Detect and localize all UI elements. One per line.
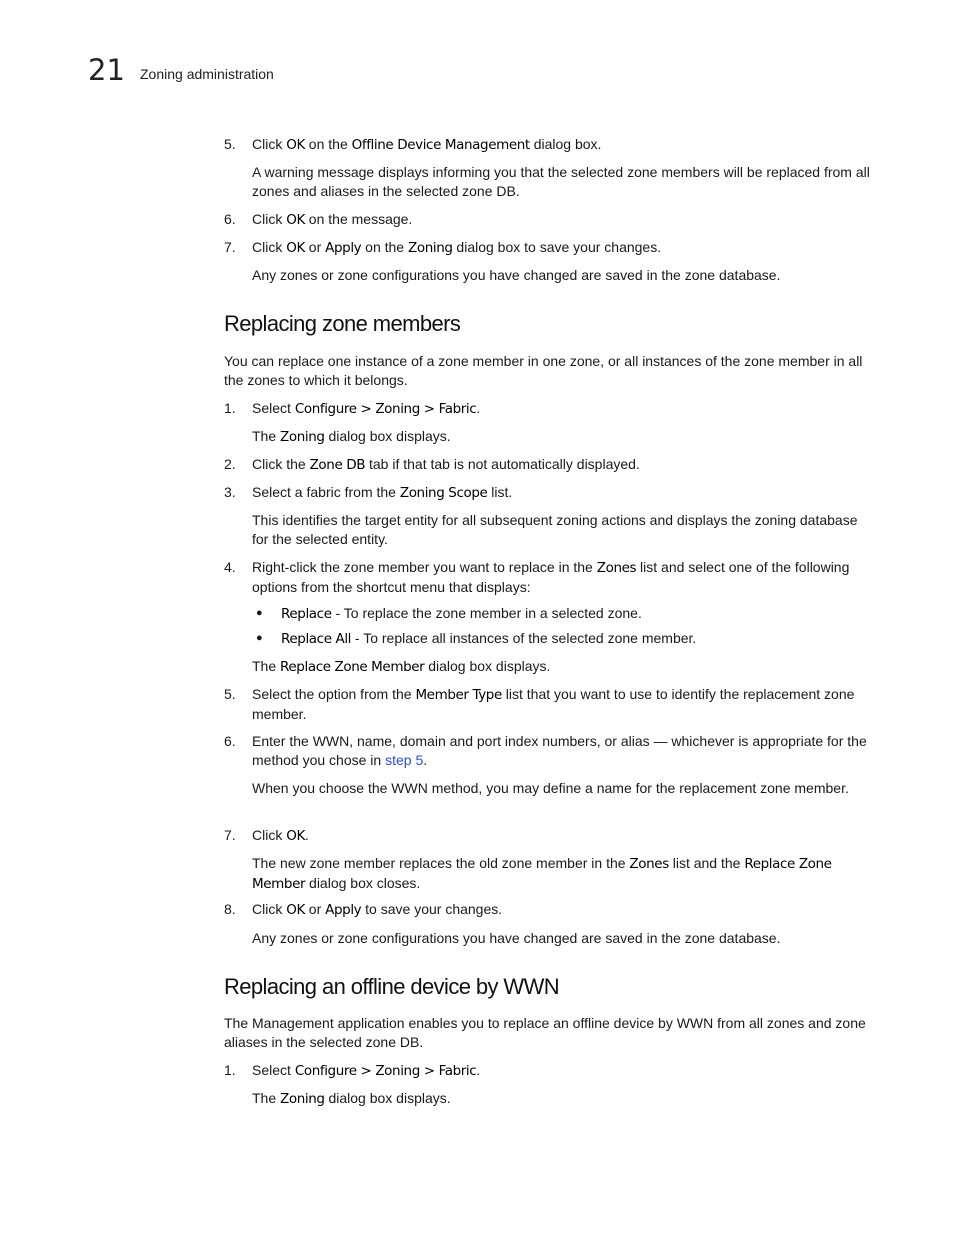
ui-term: OK [286,137,305,153]
step-note [252,427,872,447]
text-run: Any zones or zone configurations you have changed are saved in the zone database. [252,930,781,946]
ui-term: Replace [281,606,332,622]
text-run: dialog box displays. [324,1090,451,1106]
text-run: The Management application enables you to replace an offline device by WWN from all zones and zone aliases in the selected zone DB. [224,1015,866,1050]
text-run: The new zone member replaces the old zone member in the [252,855,630,871]
ui-term: OK [286,828,305,844]
text-run: Select the option from the [252,686,416,702]
text-run: on the [361,239,408,255]
text-run: on the [304,136,352,152]
text-run: The [252,658,281,674]
text-run: list that you want to use to identify the replacement zone member. [252,686,855,722]
text-run: The [252,428,281,444]
text-run: dialog box closes. [305,875,421,891]
text-run: Right-click the zone member you want to replace in the [252,559,597,575]
text-run: You can replace one instance of a zone member in one zone, or all instances of the zone member in all the zones to which it belongs. [224,353,863,388]
text-run: list and the [668,855,745,871]
section-heading: Replacing an offline device by WWN [224,974,560,999]
ui-term: OK [286,902,305,918]
step-text [252,399,872,419]
text-run: A warning message displays informing you that the selected zone members will be replaced from all zones and aliases in the selected zone DB. [252,164,870,199]
text-run: to save your changes. [361,901,503,917]
step-note [252,929,872,948]
step-number: 7. [224,239,236,255]
ui-term: Configure > Zoning > Fabric [294,1063,477,1079]
text-run: tab if that tab is not automatically displayed. [365,456,640,472]
text-run: list and select one of the following options from the shortcut menu that displays: [252,559,850,595]
ui-term: Replace Zone Member [280,659,425,675]
step-note [252,163,872,201]
text-run: . [476,400,481,416]
text-run: . [304,827,309,843]
text-run: The [252,1090,281,1106]
step-text [252,900,872,920]
step-number: 8. [224,901,236,917]
text-run: Enter the WWN, name, domain and port index numbers, or alias — whichever is appropriate for the method you chose in [252,733,867,768]
step-number: 4. [224,559,236,575]
step-number: 2. [224,456,236,472]
text-run: . [476,1062,481,1078]
text-run: Select [252,400,295,416]
bullet-icon: ● [256,632,263,644]
step-note [252,779,872,798]
step-note [252,657,872,677]
step-note [252,1089,872,1109]
section-intro [224,1014,872,1052]
step-text [252,732,872,770]
step-number: 5. [224,136,236,152]
text-run: dialog box. [529,136,602,152]
step-link[interactable]: step 5 [385,752,424,768]
text-run: Click [252,136,287,152]
step-text [252,558,872,597]
step-note [252,266,872,285]
text-run: This identifies the target entity for all subsequent zoning actions and displays the zoning database for the selected entity. [252,512,858,547]
ui-term: Configure > Zoning > Fabric [294,401,477,417]
ui-term: Member Type [415,687,502,703]
chapter-number: 21 [88,53,125,87]
section-heading: Replacing zone members [224,311,461,336]
text-run: When you choose the WWN method, you may define a name for the replacement zone member. [252,780,849,796]
bullet-item [281,629,871,649]
text-run: Select [252,1062,295,1078]
text-run: Click [252,901,287,917]
text-run: dialog box to save your changes. [452,239,662,255]
bullet-icon: ● [256,607,263,619]
step-number: 1. [224,1062,236,1078]
text-run: Click [252,827,287,843]
text-run: Select a fabric from the [252,484,400,500]
ui-term: Zoning [280,429,325,445]
text-run: Any zones or zone configurations you have changed are saved in the zone database. [252,267,781,283]
ui-term: Zoning [407,240,453,256]
ui-term: Offline Device Management [351,137,530,153]
ui-term: Apply [325,902,362,918]
ui-term: Zoning Scope [399,485,488,501]
step-text [252,1061,872,1081]
text-run: dialog box displays. [324,428,451,444]
ui-term: Zones [629,856,669,872]
step-text [252,135,872,155]
text-run: on the message. [304,211,413,227]
step-text [252,238,872,258]
ui-term: OK [286,212,305,228]
step-number: 6. [224,211,236,227]
text-run: or [304,239,326,255]
text-run: Click [252,239,287,255]
step-text [252,483,872,503]
ui-term: Zones [596,560,637,576]
step-number: 6. [224,733,236,749]
chapter-title: Zoning administration [140,66,274,82]
step-text [252,685,872,724]
ui-term: Zone DB [309,457,366,473]
text-run: dialog box displays. [424,658,551,674]
text-run: or [304,901,326,917]
step-number: 3. [224,484,236,500]
text-run: list. [487,484,513,500]
step-text [252,826,872,846]
ui-term: OK [286,240,305,256]
step-number: 5. [224,686,236,702]
step-text [252,455,872,475]
text-run: Click the [252,456,310,472]
text-run: Click [252,211,287,227]
step-note [252,854,872,894]
ui-term: Zoning [280,1091,325,1107]
bullet-item [281,604,871,624]
step-number: 1. [224,400,236,416]
text-run: . [423,752,428,768]
ui-term: Replace Zone Member [252,856,832,892]
ui-term: Apply [325,240,362,256]
ui-term: Replace All [281,631,352,647]
section-intro [224,352,872,390]
step-note [252,511,872,549]
step-text [252,210,872,230]
text-run: - To replace the zone member in a selected zone. [331,605,642,621]
text-run: - To replace all instances of the selected zone member. [351,630,697,646]
step-number: 7. [224,827,236,843]
